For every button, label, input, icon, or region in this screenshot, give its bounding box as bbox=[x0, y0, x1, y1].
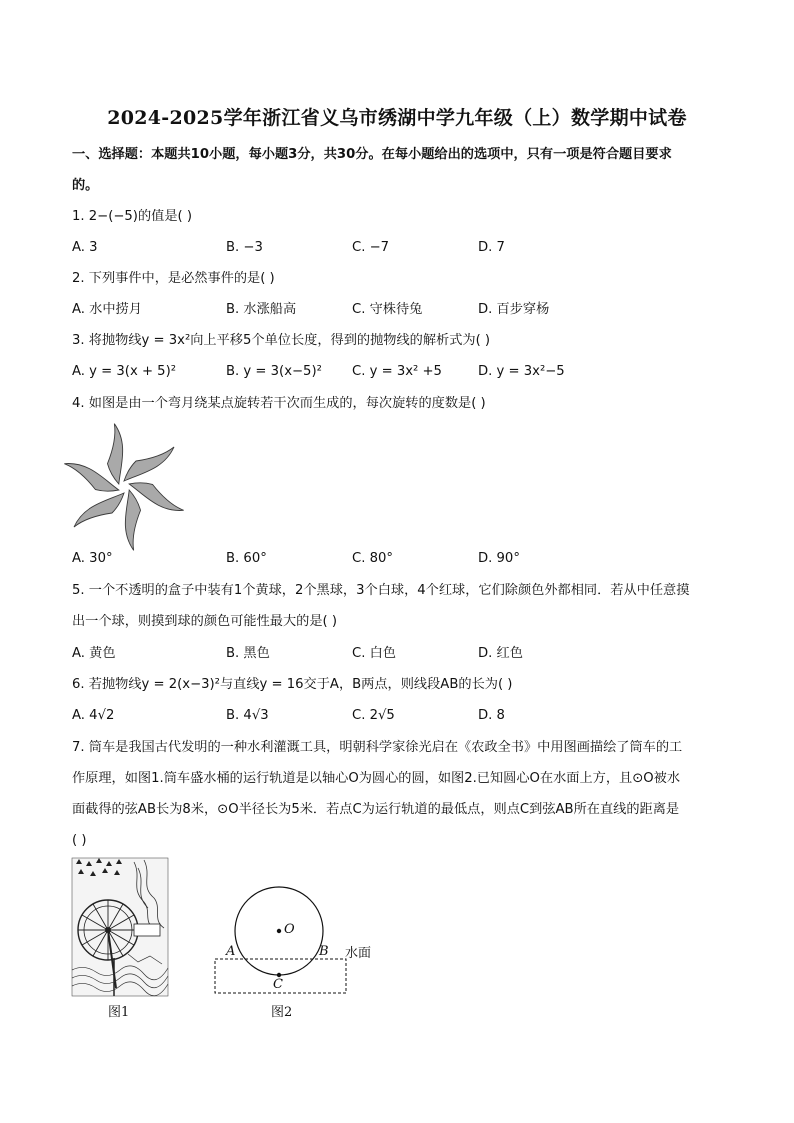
question-3-stem: 3. 将抛物线y = 3x²向上平移5个单位长度，得到的抛物线的解析式为( ) bbox=[72, 333, 491, 348]
crescent-blade bbox=[124, 447, 174, 481]
question-1-stem: 1. 2−(−5)的值是( ) bbox=[72, 209, 192, 224]
question-4-option-a[interactable]: A. 30° bbox=[72, 551, 113, 566]
circle-chord-diagram bbox=[206, 858, 386, 998]
figure-1-caption: 图1 bbox=[108, 1005, 130, 1020]
question-5-option-a[interactable]: A. 黄色 bbox=[72, 646, 116, 661]
question-7-stem-line-4: ( ) bbox=[72, 833, 87, 848]
question-5-option-d[interactable]: D. 红色 bbox=[478, 646, 523, 661]
question-1-option-a[interactable]: A. 3 bbox=[72, 240, 98, 255]
water-surface-label: 水面 bbox=[345, 946, 372, 961]
point-o-label: O bbox=[284, 922, 295, 937]
question-6-stem: 6. 若抛物线y = 2(x−3)²与直线y = 16交于A，B两点，则线段AB的长为( ) bbox=[72, 677, 513, 692]
question-4-option-d[interactable]: D. 90° bbox=[478, 551, 520, 566]
question-1-option-c[interactable]: C. −7 bbox=[352, 240, 390, 255]
point-b-label: B bbox=[319, 944, 329, 959]
question-6-option-b[interactable]: B. 4√3 bbox=[226, 708, 269, 723]
point-c-label: C bbox=[273, 977, 283, 992]
water-wheel-illustration bbox=[72, 858, 168, 996]
question-2-stem: 2. 下列事件中，是必然事件的是( ) bbox=[72, 271, 275, 286]
question-4-option-c[interactable]: C. 80° bbox=[352, 551, 393, 566]
question-2-option-c[interactable]: C. 守株待兔 bbox=[352, 302, 423, 317]
question-1-option-d[interactable]: D. 7 bbox=[478, 240, 505, 255]
question-2-option-b[interactable]: B. 水涨船高 bbox=[226, 302, 297, 317]
question-2-option-d[interactable]: D. 百步穿杨 bbox=[478, 302, 550, 317]
question-3-option-b[interactable]: B. y = 3(x−5)² bbox=[226, 364, 322, 379]
question-5-option-c[interactable]: C. 白色 bbox=[352, 646, 396, 661]
figure-2-caption: 图2 bbox=[271, 1005, 293, 1020]
crescent-blade bbox=[74, 493, 124, 527]
question-6-option-d[interactable]: D. 8 bbox=[478, 708, 505, 723]
page-title: 2024-2025学年浙江省义乌市绣湖中学九年级（上）数学期中试卷 bbox=[107, 107, 687, 129]
question-7-stem-line-3: 面截得的弦AB长为8米，⊙O半径长为5米．若点C为运行轨道的最低点，则点C到弦AB所在直线的距离是 bbox=[72, 802, 680, 817]
question-6-option-c[interactable]: C. 2√5 bbox=[352, 708, 395, 723]
section-instruction-line-2: 的。 bbox=[72, 178, 99, 193]
question-7-stem-line-1: 7. 筒车是我国古代发明的一种水利灌溉工具，明朝科学家徐光启在《农政全书》中用图画描绘了筒车的工 bbox=[72, 740, 683, 755]
question-6-option-a[interactable]: A. 4√2 bbox=[72, 708, 115, 723]
question-3-option-d[interactable]: D. y = 3x²−5 bbox=[478, 364, 565, 379]
question-5-stem-line-2: 出一个球，则摸到球的颜色可能性最大的是( ) bbox=[72, 614, 338, 629]
question-1-option-b[interactable]: B. −3 bbox=[226, 240, 263, 255]
question-7-stem-line-2: 作原理，如图1.筒车盛水桶的运行轨道是以轴心O为圆心的圆，如图2.已知圆心O在水面上方，且⊙O被水 bbox=[72, 771, 681, 786]
question-4-option-b[interactable]: B. 60° bbox=[226, 551, 267, 566]
question-3-option-c[interactable]: C. y = 3x² +5 bbox=[352, 364, 442, 379]
question-5-stem-line-1: 5. 一个不透明的盒子中装有1个黄球，2个黑球，3个白球，4个红球，它们除颜色外都相同．若从中任意摸 bbox=[72, 583, 690, 598]
question-2-option-a[interactable]: A. 水中捞月 bbox=[72, 302, 142, 317]
point-a-label: A bbox=[226, 944, 236, 959]
question-4-stem: 4. 如图是由一个弯月绕某点旋转若干次而生成的，每次旋转的度数是( ) bbox=[72, 396, 486, 411]
crescent-pinwheel-figure bbox=[66, 433, 182, 541]
question-3-option-a[interactable]: A. y = 3(x + 5)² bbox=[72, 364, 177, 379]
question-5-option-b[interactable]: B. 黑色 bbox=[226, 646, 270, 661]
section-instruction-line-1: 一、选择题：本题共10小题，每小题3分，共30分。在每小题给出的选项中，只有一项是符合题目要求 bbox=[72, 147, 672, 162]
